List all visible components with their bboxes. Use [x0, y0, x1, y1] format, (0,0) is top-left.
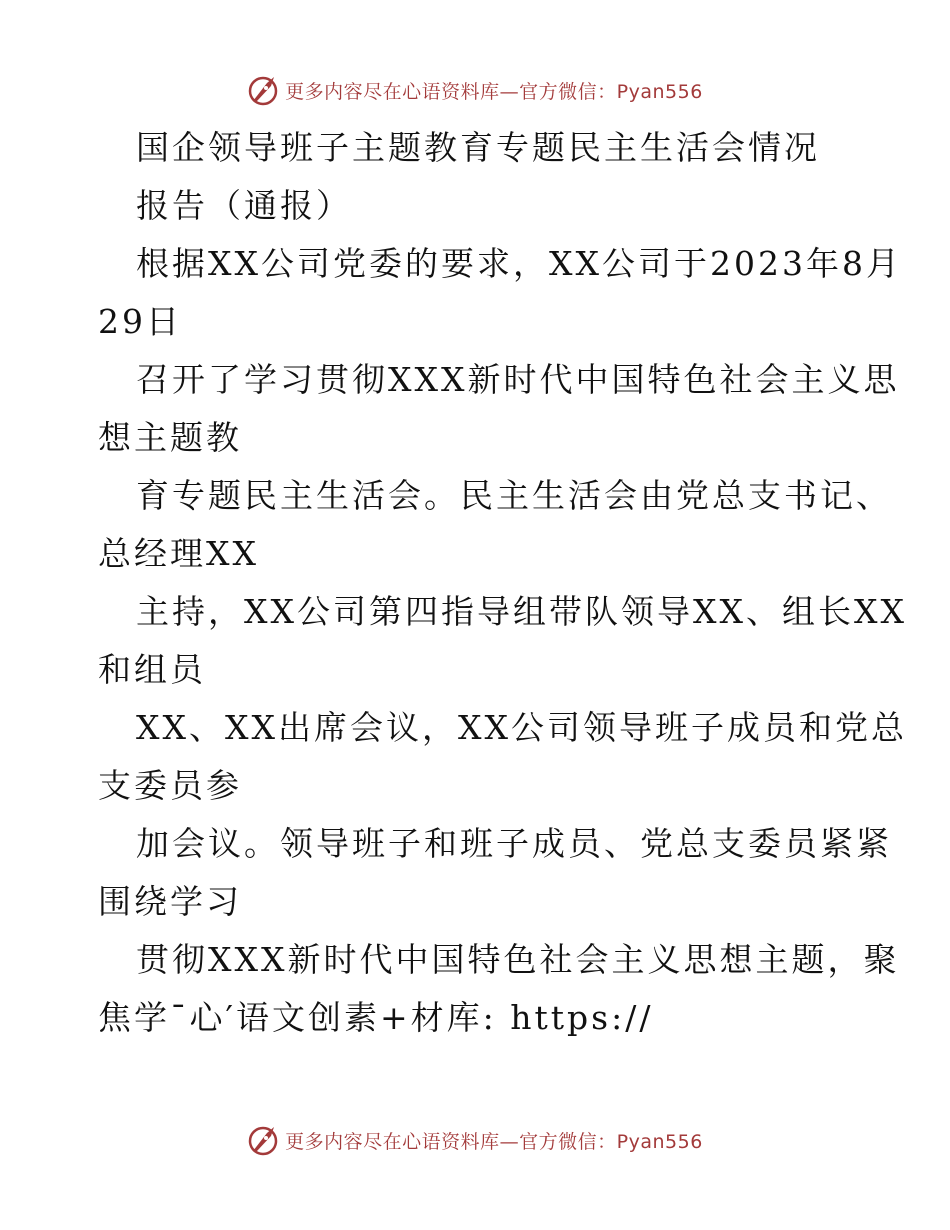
body-line: 29日 [98, 302, 182, 341]
header-banner [0, 70, 950, 110]
document-title-line-2: 报告（通报） [136, 186, 352, 225]
body-line: 支委员参 [98, 766, 242, 805]
body-line: XX、XX出席会议，XX公司领导班子成员和党总 [136, 708, 907, 747]
pen-nib-logo-icon [247, 73, 281, 107]
banner-text: 更多内容尽在心语资料库—官方微信：Pyan556 [285, 80, 703, 103]
banner-text: 更多内容尽在心语资料库—官方微信：Pyan556 [285, 1130, 703, 1153]
pen-nib-logo-icon [247, 1123, 281, 1157]
body-line: 加会议。领导班子和班子成员、党总支委员紧紧 [136, 824, 892, 863]
body-line: 主持，XX公司第四指导组带队领导XX、组长XX [136, 592, 907, 631]
body-line: 总经理XX [98, 534, 259, 573]
body-line: 和组员 [98, 650, 206, 689]
body-line: 育专题民主生活会。民主生活会由党总支书记、 [136, 476, 892, 515]
body-line: 召开了学习贯彻XXX新时代中国特色社会主义思 [136, 360, 900, 399]
body-line: 围绕学习 [98, 882, 242, 921]
footer-banner [0, 1120, 950, 1160]
document-title-line-1: 国企领导班子主题教育专题民主生活会情况 [136, 128, 820, 167]
body-line: 贯彻XXX新时代中国特色社会主义思想主题，聚 [136, 940, 900, 979]
wechat-id: Pyan556 [616, 80, 703, 103]
body-line: 焦学¯心′语文创素+材库: https:// [98, 998, 654, 1037]
body-line: 想主题教 [98, 418, 242, 457]
body-line: 根据XX公司党委的要求，XX公司于2023年8月 [136, 244, 902, 283]
wechat-id: Pyan556 [616, 1130, 703, 1153]
